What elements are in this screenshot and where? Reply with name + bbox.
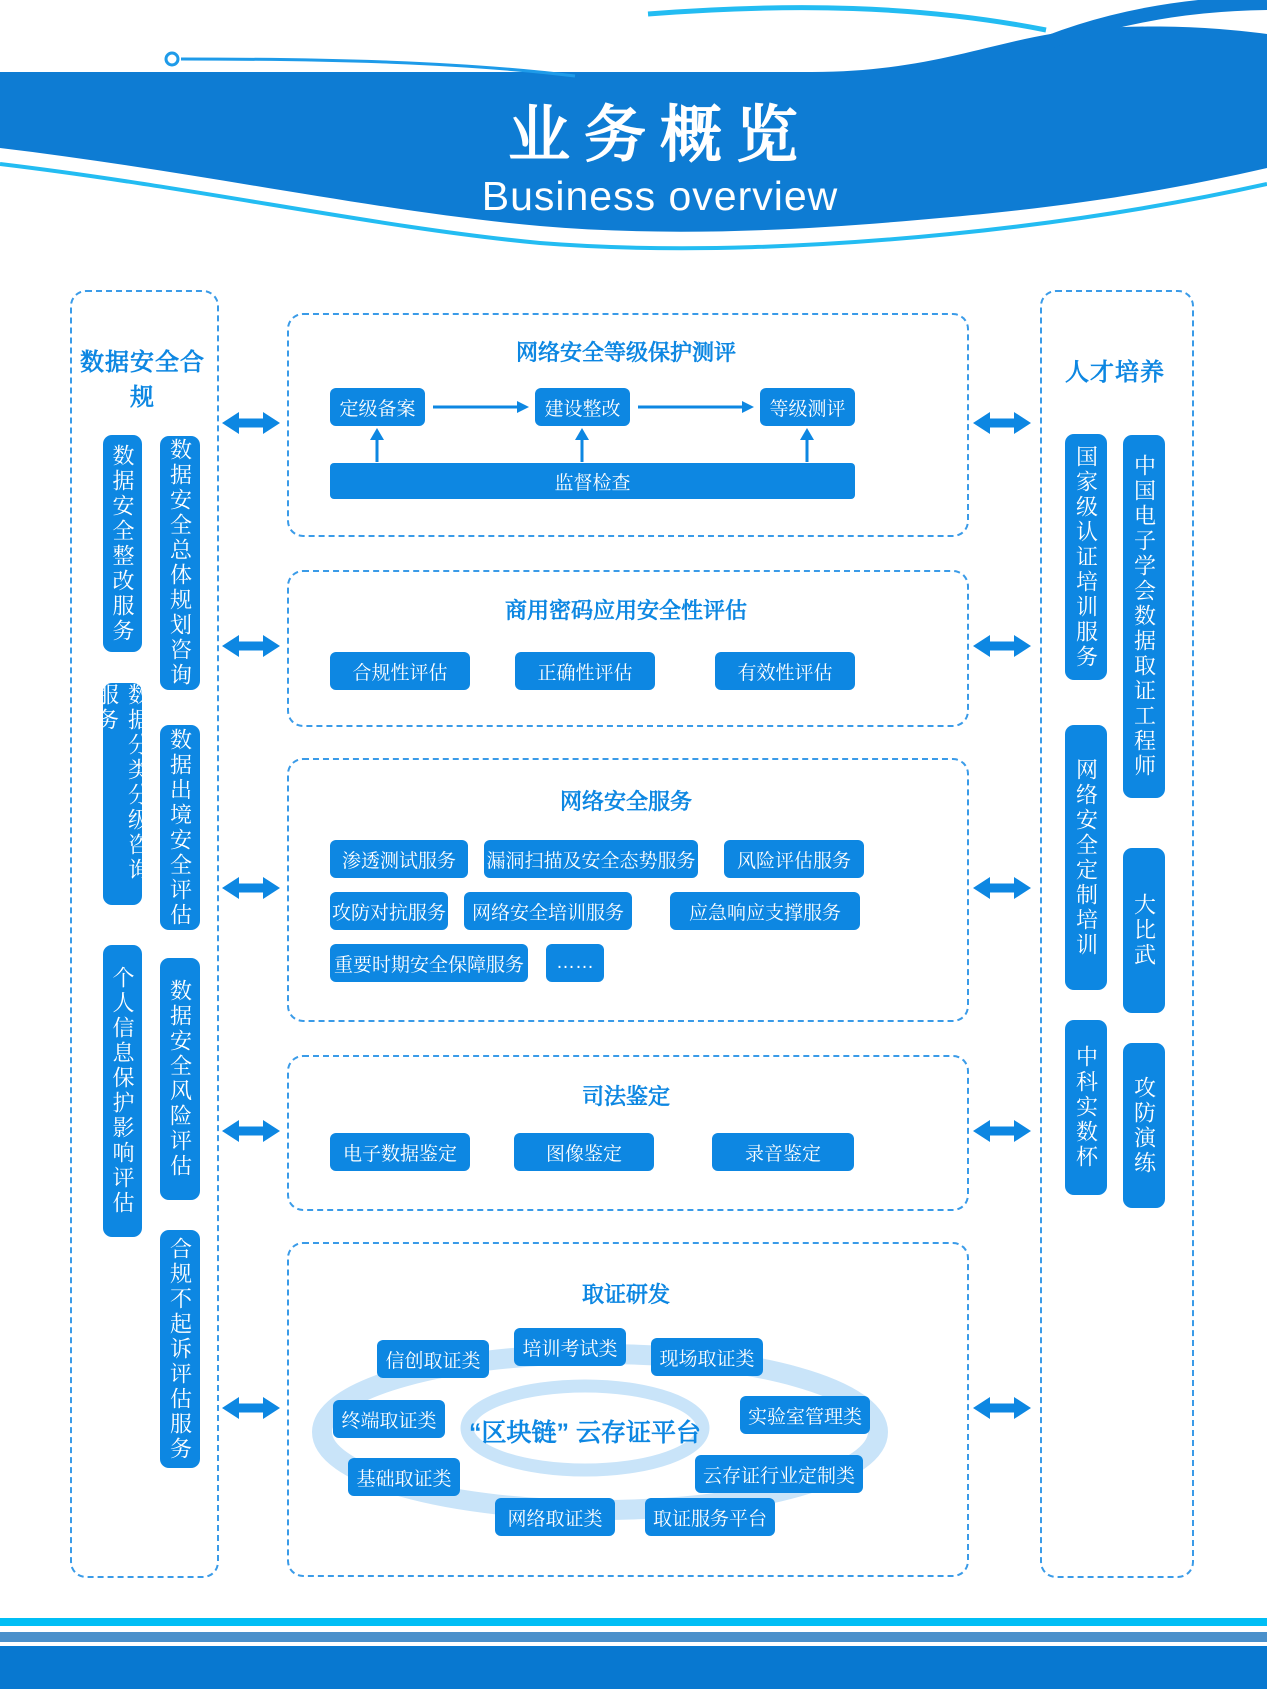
left-item-data-export-assessment: 数据出境安全评估 — [160, 725, 200, 930]
panel1-title: 网络安全等级保护测评 — [515, 340, 736, 365]
right-item-attack-defense-drill: 攻防演练 — [1123, 1043, 1165, 1208]
left-item-data-classification-consulting: 数据分类分级咨询服务 — [103, 683, 142, 905]
item-training-exam: 培训考试类 — [514, 1328, 626, 1366]
header-banner — [400, 100, 920, 220]
flow-step-grading-filing: 定级备案 — [330, 388, 425, 426]
double-arrow-icon — [973, 632, 1031, 660]
item-forensics-service-platform: 取证服务平台 — [645, 1498, 775, 1536]
item-lab-management: 实验室管理类 — [740, 1396, 870, 1434]
banner-circle-ornament — [166, 53, 178, 65]
footer-stripe-steel — [0, 1632, 1267, 1642]
item-attack-defense-service: 攻防对抗服务 — [330, 892, 448, 930]
flow-step-construction-rectification: 建设整改 — [535, 388, 630, 426]
banner-cyan-topline — [648, 8, 1046, 30]
footer-stripe-cyan — [0, 1618, 1267, 1626]
item-audio-appraisal: 录音鉴定 — [712, 1133, 854, 1171]
double-arrow-icon — [973, 1394, 1031, 1422]
left-panel-title: 数据安全合规 — [80, 349, 205, 411]
double-arrow-icon — [222, 1394, 280, 1422]
right-item-zhongke-shishu-cup: 中科实数杯 — [1065, 1020, 1107, 1195]
page-title: 业务概览 — [507, 101, 812, 170]
item-image-appraisal: 图像鉴定 — [514, 1133, 654, 1171]
double-arrow-icon — [222, 632, 280, 660]
item-xinchuang-forensics: 信创取证类 — [377, 1340, 489, 1378]
item-security-training-service: 网络安全培训服务 — [464, 892, 632, 930]
up-arrow-icon — [799, 428, 815, 462]
item-basic-forensics: 基础取证类 — [348, 1458, 460, 1496]
left-item-data-security-risk-assessment: 数据安全风险评估 — [160, 958, 200, 1200]
right-panel-talent-development — [1040, 290, 1194, 1578]
double-arrow-icon — [222, 1117, 280, 1145]
item-compliance-assessment: 合规性评估 — [330, 652, 470, 690]
double-arrow-icon — [222, 874, 280, 902]
left-item-data-security-planning: 数据安全总体规划咨询 — [160, 436, 200, 690]
right-item-national-certification-training: 国家级认证培训服务 — [1065, 434, 1107, 680]
left-item-compliance-non-prosecution: 合规不起诉评估服务 — [160, 1230, 200, 1468]
left-item-personal-info-impact-assessment: 个人信息保护影响评估 — [103, 945, 142, 1237]
double-arrow-icon — [973, 874, 1031, 902]
item-network-forensics: 网络取证类 — [495, 1498, 615, 1536]
right-item-forensics-engineer-cert: 中国电子学会数据取证工程师 — [1123, 435, 1165, 798]
item-effectiveness-assessment: 有效性评估 — [715, 652, 855, 690]
item-cloud-deposit-customization: 云存证行业定制类 — [695, 1455, 863, 1493]
left-item-data-security-rectification: 数据安全整改服务 — [103, 435, 142, 652]
item-onsite-forensics: 现场取证类 — [651, 1338, 763, 1376]
item-key-period-security-service: 重要时期安全保障服务 — [330, 944, 528, 982]
flow-arrow-icon — [433, 400, 529, 414]
item-electronic-data-appraisal: 电子数据鉴定 — [330, 1133, 470, 1171]
right-item-custom-security-training: 网络安全定制培训 — [1065, 725, 1107, 990]
item-correctness-assessment: 正确性评估 — [515, 652, 655, 690]
double-arrow-icon — [973, 409, 1031, 437]
flow-step-level-evaluation: 等级测评 — [760, 388, 855, 426]
right-panel-title: 人才培养 — [1065, 359, 1165, 386]
panel5-title: 取证研发 — [581, 1282, 670, 1307]
up-arrow-icon — [574, 428, 590, 462]
up-arrow-icon — [369, 428, 385, 462]
right-item-grand-competition: 大比武 — [1123, 848, 1165, 1013]
item-risk-assessment-service: 风险评估服务 — [724, 840, 864, 878]
panel3-title: 网络安全服务 — [559, 789, 692, 814]
blockchain-cloud-platform-label: “区块链” 云存证平台 — [469, 1419, 701, 1447]
flow-arrow-icon — [638, 400, 754, 414]
double-arrow-icon — [222, 409, 280, 437]
item-terminal-forensics: 终端取证类 — [333, 1400, 445, 1438]
item-penetration-testing: 渗透测试服务 — [330, 840, 468, 878]
item-vulnerability-scanning: 漏洞扫描及安全态势服务 — [484, 840, 698, 878]
panel2-title: 商用密码应用安全性评估 — [504, 598, 747, 623]
footer-bar-blue — [0, 1646, 1267, 1689]
page-subtitle: Business overview — [481, 173, 839, 219]
double-arrow-icon — [973, 1117, 1031, 1145]
item-more-ellipsis: …… — [546, 944, 604, 982]
supervision-inspection-bar: 监督检查 — [330, 463, 855, 499]
panel4-title: 司法鉴定 — [581, 1084, 670, 1109]
item-emergency-response-service: 应急响应支撑服务 — [670, 892, 860, 930]
